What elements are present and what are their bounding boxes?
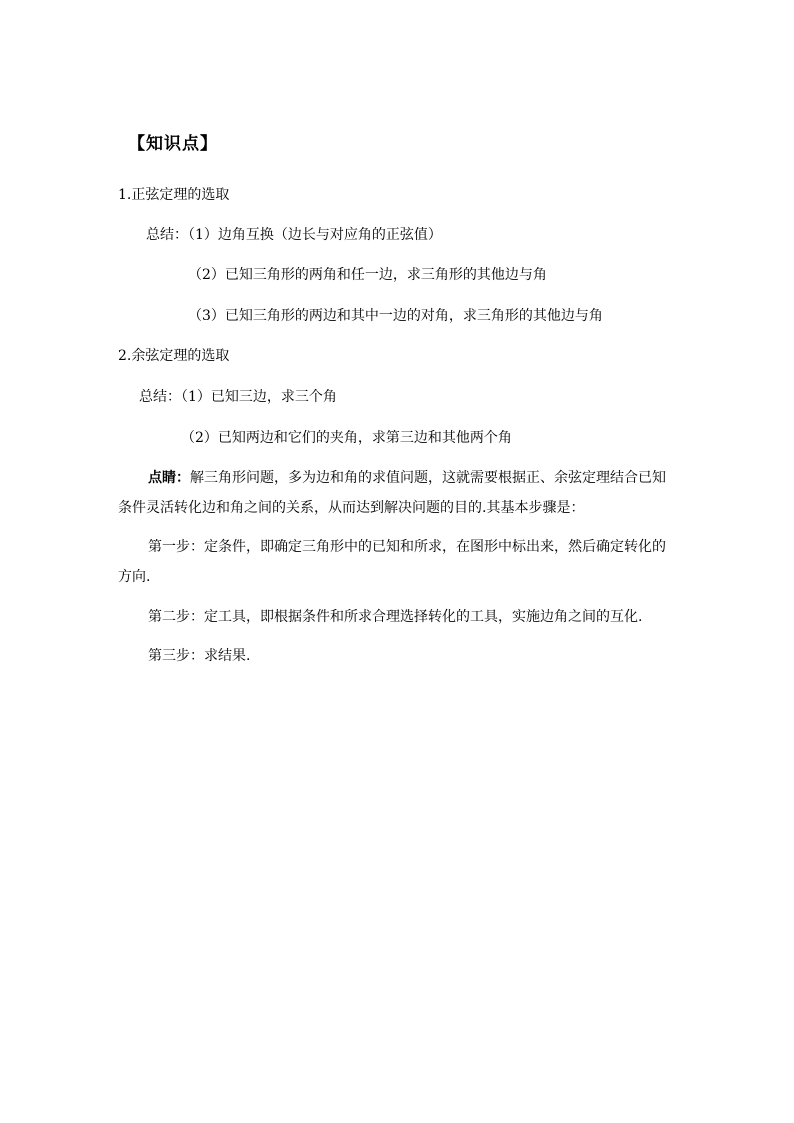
- section-heading: 【知识点】: [128, 134, 218, 154]
- section1-summary: [146, 225, 442, 245]
- tip-text: 解三角形问题，多为边和角的求值问题，这就需要根据正、余弦定理结合已知条件灵活转化边和角之间的关系，从而达到解决问题的目的.其基本步骤是：: [118, 470, 666, 516]
- section1-item-1: （1）边角互换（边长与对应角的正弦值）: [188, 227, 442, 243]
- section1-item-3: （3）已知三角形的两边和其中一边的对角，求三角形的其他边与角: [188, 308, 603, 324]
- step-3-paragraph: 第三步：求结果.: [148, 648, 251, 664]
- section2-title: 2.余弦定理的选取: [118, 348, 230, 364]
- section2-summary: [139, 387, 337, 407]
- step-1-paragraph: 第一步：定条件，即确定三角形中的已知和所求，在图形中标出来，然后确定转化的方向.: [118, 539, 666, 585]
- step-2-paragraph: 第二步：定工具，即根据条件和所求合理选择转化的工具，实施边角之间的互化.: [148, 609, 643, 625]
- section2-summary-label: 总结：: [139, 389, 181, 405]
- tip-paragraph: [118, 463, 678, 523]
- section1-item-2: （2）已知三角形的两角和任一边，求三角形的其他边与角: [188, 267, 547, 283]
- section1-summary-label: 总结：: [146, 227, 188, 243]
- section2-item-2: （2）已知两边和它们的夹角，求第三边和其他两个角: [181, 430, 512, 446]
- section2-item-1: （1）已知三边，求三个角: [181, 389, 337, 405]
- tip-label: 点睛：: [148, 470, 190, 486]
- section1-title: 1.正弦定理的选取: [118, 187, 230, 203]
